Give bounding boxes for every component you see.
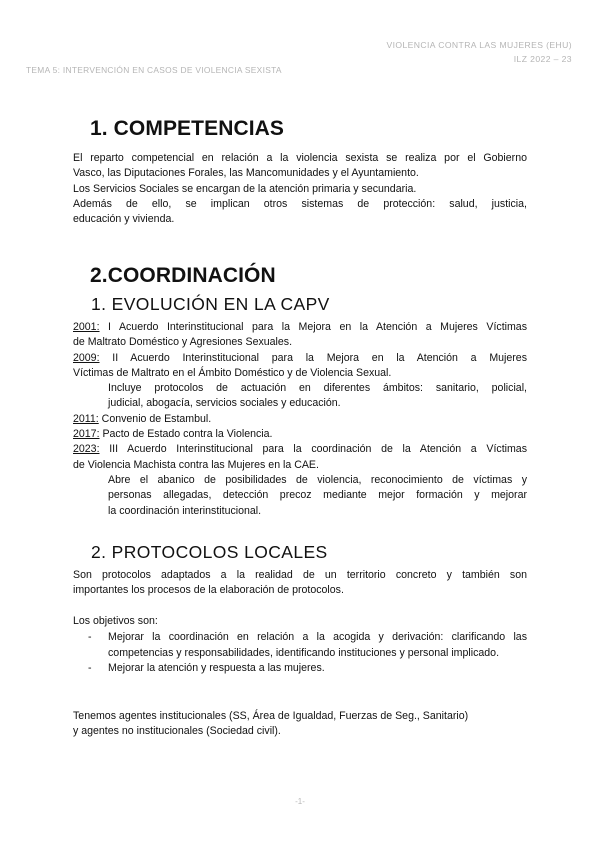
text-line: Además de ello, se implican otros sistemas de protección: salud, justicia, [73,197,527,210]
entry-text: Convenio de Estambul. [98,412,212,425]
bullet-dash: - [88,662,92,674]
subsection-heading-evolucion: 1. EVOLUCIÓN EN LA CAPV [91,294,330,314]
list-item-text: Mejorar la coordinación en relación a la acogida y derivación: clarificando las competencias y responsabilidades, identificando instituciones y personal implicado. [108,631,527,659]
section-heading-competencias: 1. COMPETENCIAS [90,117,285,140]
entry-text: Víctimas de Maltrato en el Ámbito Doméstico y de Violencia Sexual. [73,366,392,379]
entry-text: de Violencia Machista contra las Mujeres en la CAE. [73,458,319,471]
entry-note: la coordinación interinstitucional. [108,504,262,517]
evolucion-list [73,320,527,519]
entry-text: I Acuerdo Interinstitucional para la Mejora en la Atención a Mujeres Víctimas [99,321,527,333]
text-line: Vasco, las Diputaciones Forales, las Mancomunidades y el Ayuntamiento. [73,167,419,180]
text-line: El reparto competencial en relación a la violencia sexista se realiza por el Gobierno [73,152,527,164]
text-line: importantes los procesos de la elaboración de protocolos. [73,584,344,597]
entry-note: Incluye protocolos de actuación en diferentes ámbitos: sanitario, policial, [108,382,527,395]
subsection-heading-protocolos: 2. PROTOCOLOS LOCALES [91,542,328,562]
objectives-list [88,630,527,677]
section-heading-coordinacion: 2.COORDINACIÓN [90,264,276,287]
page-header-right [386,38,572,66]
page-number: -1- [295,797,305,806]
text-line: y agentes no institucionales (Sociedad civil). [73,725,281,738]
entry-note: personas allegadas, detección precoz mediante mejor formación y mejorar [108,489,527,502]
protocolos-intro [73,568,527,599]
year-label: 2009: [73,351,100,364]
text-line: educación y vivienda. [73,213,175,226]
entry-text: III Acuerdo Interinstitucional para la coordinación de la Atención a Víctimas [99,443,527,456]
list-item-text: Mejorar la atención y respuesta a las mujeres. [108,662,325,674]
timeline-entry-2023 [73,442,527,457]
year-label: 2017: [73,428,100,441]
entry-text: II Acuerdo Interinstitucional para la Mejora en la Atención a Mujeres [99,351,527,364]
year-label: 2011: [73,412,99,425]
year-label: 2023: [73,443,100,456]
timeline-entry-2017 [73,427,527,442]
academic-year: ILZ 2022 – 23 [513,54,572,64]
list-item [88,661,527,677]
text-line: Tenemos agentes institucionales (SS, Área de Igualdad, Fuerzas de Seg., Sanitario) [73,710,469,722]
entry-text: de Maltrato Doméstico y Agresiones Sexuales. [73,336,293,349]
objectives-label: Los objetivos son: [73,615,158,627]
timeline-entry-2011 [73,412,527,427]
competencias-paragraph [73,151,527,227]
entry-note: Abre el abanico de posibilidades de violencia, reconocimiento de víctimas y [108,473,527,486]
text-line: Son protocolos adaptados a la realidad de un territorio concreto y también son [73,569,527,581]
timeline-entry-2001 [73,320,527,335]
text-line: Los Servicios Sociales se encargan de la atención primaria y secundaria. [73,182,417,195]
agentes-paragraph [73,709,527,740]
year-label: 2001: [73,321,100,333]
timeline-entry-2009 [73,351,527,366]
topic-title: TEMA 5: INTERVENCIÓN EN CASOS DE VIOLENCIA SEXISTA [26,65,282,75]
list-item [88,630,527,661]
entry-note: judicial, abogacía, servicios sociales y educación. [108,397,341,410]
course-title: VIOLENCIA CONTRA LAS MUJERES (EHU) [386,40,572,50]
bullet-dash: - [88,631,92,643]
entry-text: Pacto de Estado contra la Violencia. [99,428,273,441]
